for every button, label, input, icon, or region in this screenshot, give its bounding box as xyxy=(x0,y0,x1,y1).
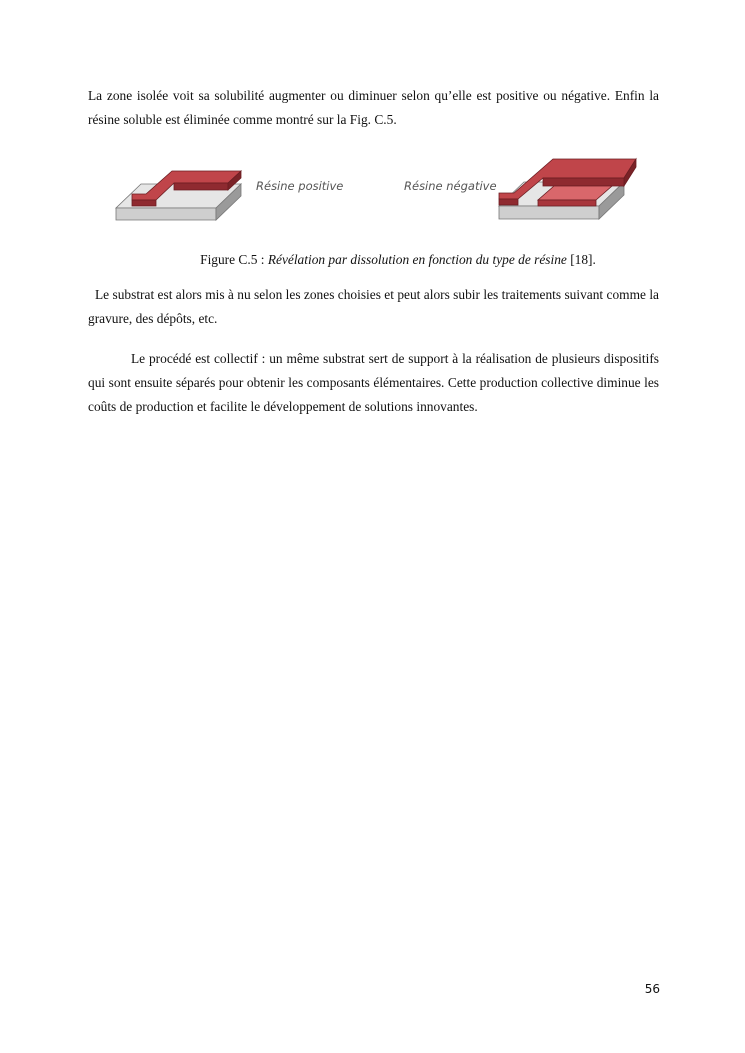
label-negative: Résine négative xyxy=(404,179,497,193)
resist-frame-inner-front xyxy=(543,178,624,186)
resist-square-front xyxy=(538,200,596,206)
resist-front-2 xyxy=(174,183,228,190)
negative-resist-illustration xyxy=(404,159,636,219)
positive-resist-illustration xyxy=(116,171,343,220)
substrate-front xyxy=(116,208,216,220)
substrate-front-2 xyxy=(499,206,599,219)
label-positive: Résine positive xyxy=(256,179,344,193)
page-number: 56 xyxy=(644,982,660,996)
resist-diagram xyxy=(96,150,641,232)
figure-caption xyxy=(88,248,708,272)
paragraph-2: Le substrat est alors mis à nu selon les zones choisies et peut alors subir les traitements suivant comme la gravure, des dépôts, etc. xyxy=(88,287,659,326)
caption-prefix: Figure C.5 : xyxy=(200,252,268,267)
caption-title: Révélation par dissolution en fonction du type de résine xyxy=(267,252,567,267)
paragraph-1: La zone isolée voit sa solubilité augmenter ou diminuer selon qu’elle est positive ou négative. Enfin la résine soluble est éliminée comme montré sur la Fig. C.5. xyxy=(88,88,659,127)
caption-reference: [18]. xyxy=(566,252,596,267)
figure-resist-development xyxy=(96,150,641,232)
resist-frame-front xyxy=(499,199,518,205)
resist-front-1 xyxy=(132,200,156,206)
paragraph-3: Le procédé est collectif : un même substrat sert de support à la réalisation de plusieurs dispositifs qui sont ensuite séparés pour obtenir les composants élémentaires. Cette production collective diminue les coûts de production et facilite le développement de solutions innovantes. xyxy=(88,351,659,414)
